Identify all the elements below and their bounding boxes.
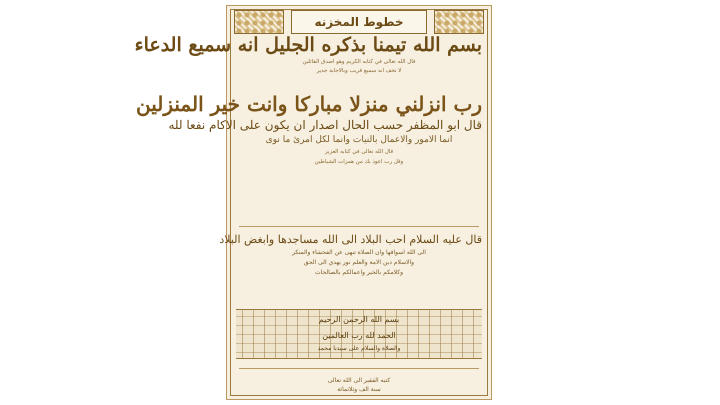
colophon-line: كتبه الفقير الى الله تعالى [327, 377, 391, 384]
deco-line: بسم الله الرحمن الرحيم [318, 315, 400, 324]
calligraphy-band [168, 118, 482, 181]
band-line: انما الامور والاعمال بالنيات وانما لكل امرئ ما نوى [265, 135, 453, 145]
subnote-line: لا تخف انه سميع قريب وبالاجابة جدير [316, 67, 402, 74]
deco-line: والصلاة والسلام على سيدنا محمد [317, 345, 401, 352]
colophon [236, 378, 482, 396]
paragraph-line: وكلامكم بالخير واعمالكم بالصالحات [314, 269, 403, 276]
hadith-line: قال عليه السلام احب البلاد الى الله مساجدها وابغض البلاد [219, 233, 482, 246]
right-ornament [434, 10, 484, 34]
divider [239, 368, 479, 369]
divider [239, 226, 479, 227]
colophon-line: سنة الف وثلاثمائة [337, 386, 381, 393]
subnote-line: قال الله تعالى في كتابه الكريم وهو اصدق القائلين [302, 59, 416, 65]
deco-line: الحمد لله رب العالمين [322, 331, 396, 340]
subnotes [236, 60, 482, 90]
paragraph-line: والاسلام دين الامة والعلم نور يهدي الى الحق [303, 259, 415, 266]
verse-line: رب انزلني منزلا مباركا وانت خير المنزلين [135, 92, 482, 116]
band-line: قال الله تعالى في كتابه العزيز [324, 149, 394, 155]
paragraph-line: الى الله اسواقها وان الصلاة تنهى عن الفحشاء والمنكر [292, 249, 426, 256]
basmala-line: بسم الله تيمنا بذكره الجليل انه سميع الدعاء [134, 34, 482, 56]
left-ornament [234, 10, 284, 34]
page-title: خطوط المخزنه [314, 15, 404, 29]
ornamental-calligraphy-band [236, 309, 482, 359]
title-plate [291, 10, 427, 34]
paragraph-block [236, 250, 482, 280]
band-line: وقل رب اعوذ بك من همزات الشياطين [314, 158, 404, 165]
band-line: قال ابو المظفر حسب الحال اصدار ان يكون على الاكام نفعا لله [168, 118, 482, 132]
manuscript-page [134, 5, 492, 400]
